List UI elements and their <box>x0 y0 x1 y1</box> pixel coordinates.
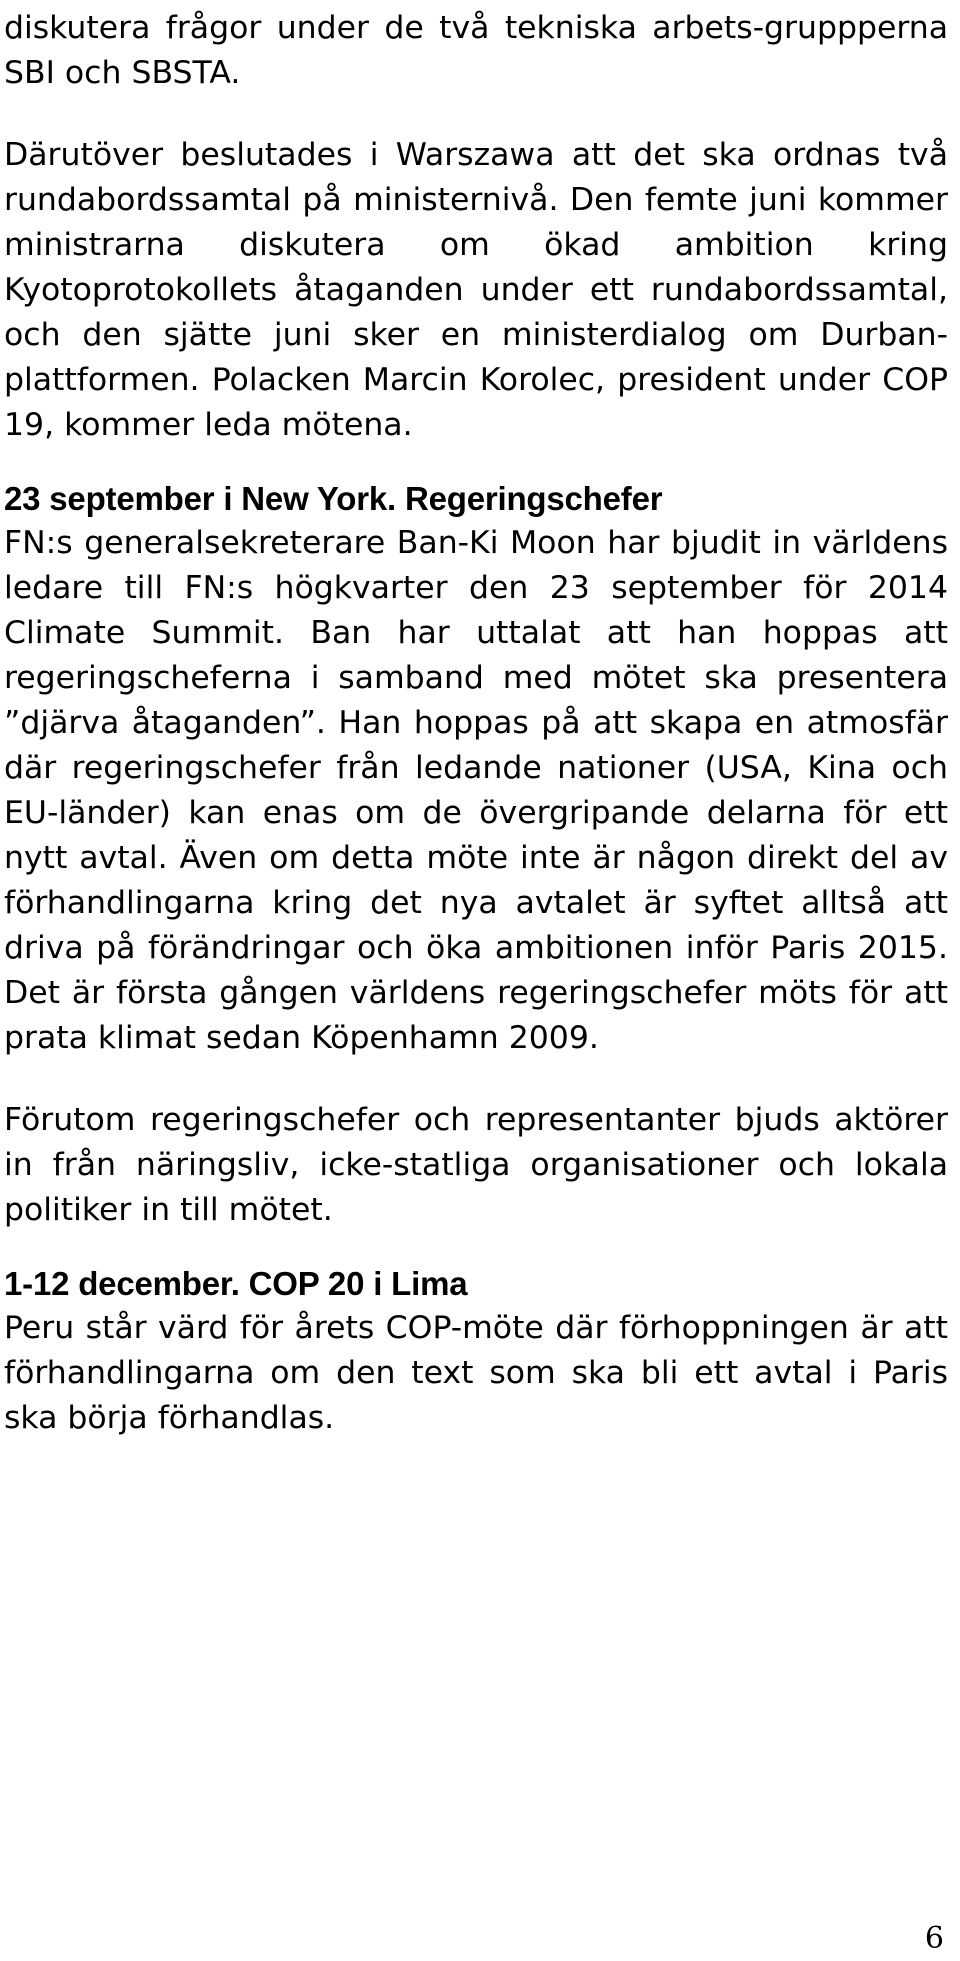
section-heading-new-york: 23 september i New York. Regeringschefer <box>4 480 663 517</box>
section-heading-lima: 1-12 december. COP 20 i Lima <box>4 1265 468 1302</box>
paragraph-climate-summit: FN:s generalsekreterare Ban-Ki Moon har bjudit in världens ledare till FN:s högkvarter den 23 september för 2014 Climate Summit. Ban har uttalat att han hoppas att regeringscheferna i samband med mötet ska presentera ”djärva åtaganden”. Han hoppas på att skapa en atmosfär där regeringschefer från ledande nationer (USA, Kina och EU-länder) kan enas om de övergripande delarna för ett nytt avtal. Även om detta möte inte är någon direkt del av förhandlingarna kring det nya avtalet är syftet alltså att driva på förändringar och öka ambitionen inför Paris 2015. Det är första gången världens regeringschefer möts för att prata klimat sedan Köpenhamn 2009. <box>4 525 948 1056</box>
paragraph-invited-actors: Förutom regeringschefer och representanter bjuds aktörer in från näringsliv, icke-statliga organisationer och lokala politiker in till mötet. <box>4 1102 948 1228</box>
paragraph-gap <box>4 96 948 133</box>
paragraph-cop20: Peru står värd för årets COP-möte där förhoppningen är att förhandlingarna om den text som ska bli ett avtal i Paris ska börja förhandlas. <box>4 1310 948 1436</box>
paragraph-round-tables: Därutöver beslutades i Warszawa att det ska ordnas två rundabordssamtal på ministernivå. Den femte juni kommer ministrarna diskutera om ökad ambition kring Kyotoprotokollets åtaganden under ett rundabordssamtal, och den sjätte juni sker en ministerdialog om Durban-plattformen. Polacken Marcin Korolec, president under COP 19, kommer leda mötena. <box>4 137 948 443</box>
page-number: 6 <box>924 1921 944 1956</box>
paragraph-continuation: diskutera frågor under de två tekniska arbets-gruppperna SBI och SBSTA. <box>4 10 948 91</box>
paragraph-gap <box>4 448 948 476</box>
paragraph-gap <box>4 1233 948 1261</box>
paragraph-gap <box>4 1061 948 1098</box>
